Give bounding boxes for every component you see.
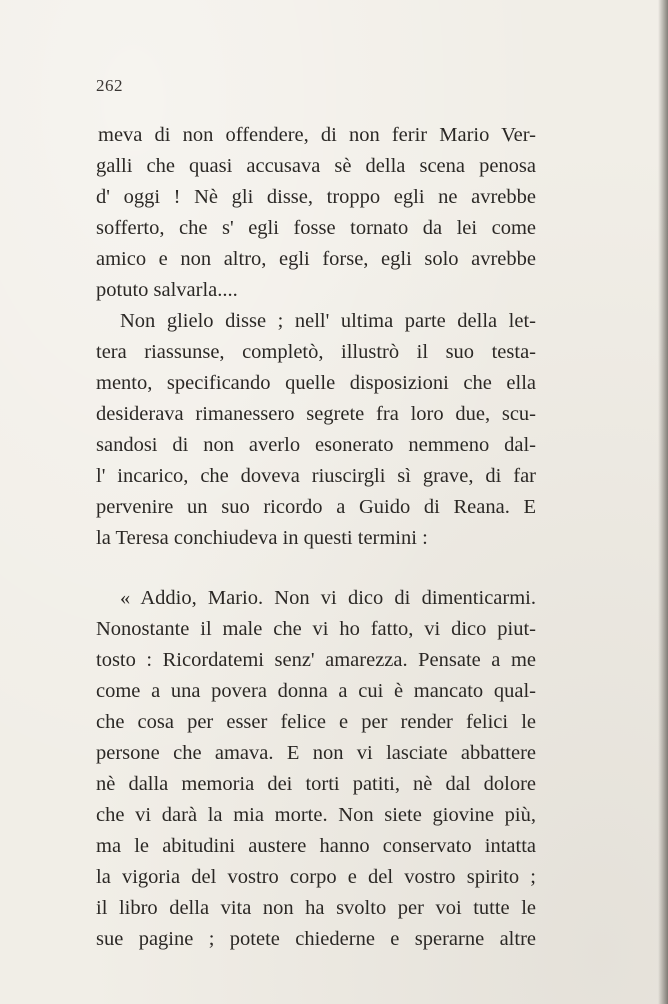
text-line: nè dalla memoria dei torti patiti, nè dal dolore <box>96 773 536 795</box>
page-edge-shadow <box>658 0 668 1004</box>
text-line: la Teresa conchiudeva in questi termini : <box>96 527 428 549</box>
text-line: « Addio, Mario. Non vi dico di dimenticarmi. <box>120 587 536 609</box>
text-line: Nonostante il male che vi ho fatto, vi dico piut- <box>96 618 536 640</box>
text-line: il libro della vita non ha svolto per voi tutte le <box>96 897 536 919</box>
text-line: che vi darà la mia morte. Non siete giovine più, <box>96 804 536 826</box>
text-line: d' oggi ! Nè gli disse, troppo egli ne avrebbe <box>96 186 536 208</box>
text-line: meva di non offendere, di non ferir Mario Ver- <box>98 124 536 146</box>
paragraph-2 <box>96 306 536 554</box>
text-line: mento, specificando quelle disposizioni che ella <box>96 372 536 394</box>
text-line: sue pagine ; potete chiederne e sperarne altre <box>96 928 536 950</box>
paragraph-3 <box>96 583 536 955</box>
text-line: che cosa per esser felice e per render felici le <box>96 711 536 733</box>
text-line: desiderava rimanessero segrete fra loro due, scu- <box>96 403 536 425</box>
page-number: 262 <box>96 76 123 95</box>
text-line: galli che quasi accusava sè della scena penosa <box>96 155 536 177</box>
text-line: tera riassunse, completò, illustrò il suo testa- <box>96 341 536 363</box>
paragraph-1 <box>96 120 536 306</box>
text-line: amico e non altro, egli forse, egli solo avrebbe <box>96 248 536 270</box>
text-line: l' incarico, che doveva riuscirgli sì grave, di far <box>96 465 536 487</box>
text-line: ma le abitudini austere hanno conservato intatta <box>96 835 536 857</box>
paragraph-spacer <box>96 554 536 583</box>
text-line: potuto salvarla.... <box>96 279 238 301</box>
text-line: pervenire un suo ricordo a Guido di Reana. E <box>96 496 536 518</box>
text-line: Non glielo disse ; nell' ultima parte della let- <box>120 310 536 332</box>
text-line: persone che amava. E non vi lasciate abbattere <box>96 742 536 764</box>
body-text <box>96 120 536 955</box>
text-line: sandosi di non averlo esonerato nemmeno dal- <box>96 434 536 456</box>
text-line: come a una povera donna a cui è mancato qual- <box>96 680 536 702</box>
text-line: sofferto, che s' egli fosse tornato da lei come <box>96 217 536 239</box>
text-line: la vigoria del vostro corpo e del vostro spirito ; <box>96 866 536 888</box>
text-line: tosto : Ricordatemi senz' amarezza. Pensate a me <box>96 649 536 671</box>
